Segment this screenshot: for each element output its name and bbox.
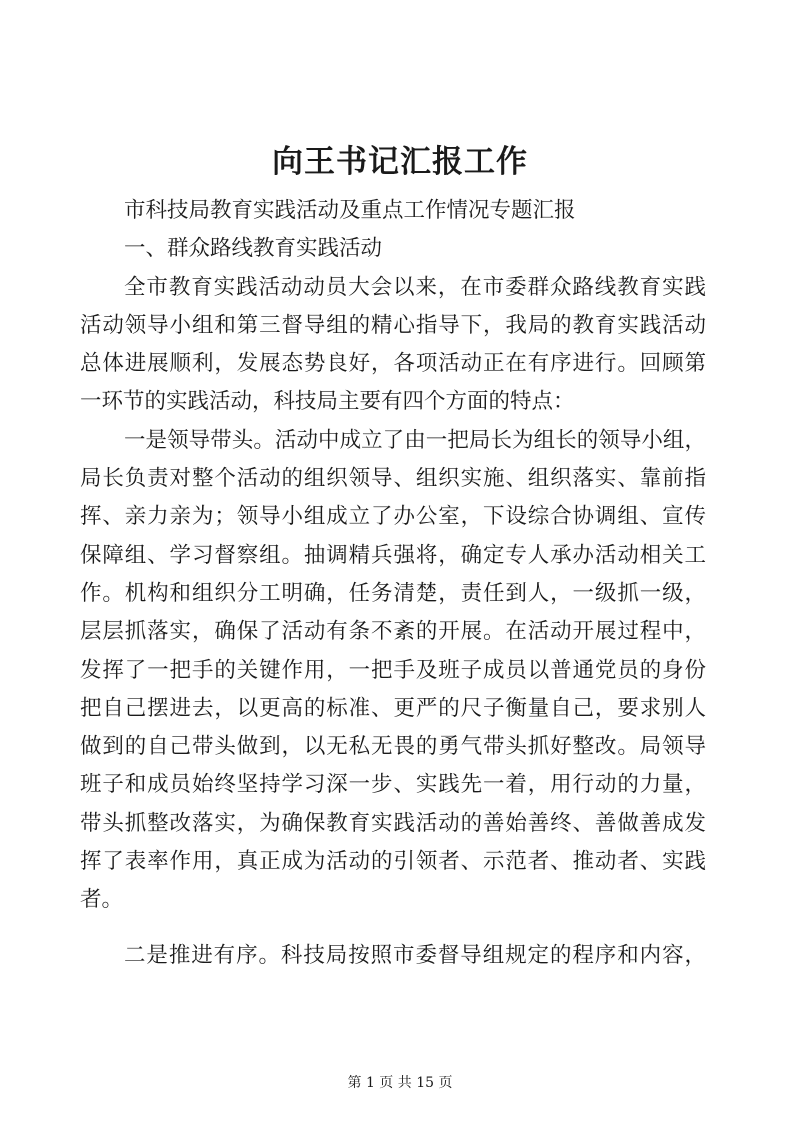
paragraph-line: 层层抓落实，确保了活动有条不紊的开展。在活动开展过程中， [80, 619, 706, 645]
paragraph-line: 班子和成员始终坚持学习深一步、实践先一着，用行动的力量， [80, 772, 706, 798]
paragraph-2 [80, 422, 706, 920]
paragraph-line: 做到的自己带头做到，以无私无畏的勇气带头抓好整改。局领导 [80, 734, 706, 760]
paragraph-line: 一环节的实践活动，科技局主要有四个方面的特点： [80, 389, 575, 415]
document-body [80, 192, 706, 975]
paragraph-line: 挥、亲力亲为；领导小组成立了办公室，下设综合协调组、宣传 [80, 504, 706, 530]
document-title: 向王书记汇报工作 [272, 144, 528, 180]
paragraph-line: 者。 [80, 887, 124, 913]
section-heading: 一、群众路线教育实践活动 [124, 236, 383, 262]
paragraph-line: 一是领导带头。活动中成立了由一把局长为组长的领导小组， [124, 427, 706, 453]
paragraph-line: 发挥了一把手的关键作用，一把手及班子成员以普通党员的身份 [80, 657, 706, 683]
paragraph-line: 全市教育实践活动动员大会以来，在市委群众路线教育实践 [124, 274, 706, 300]
paragraph-line: 作。机构和组织分工明确，任务清楚，责任到人，一级抓一级， [80, 580, 706, 606]
paragraph-line: 挥了表率作用，真正成为活动的引领者、示范者、推动者、实践 [80, 849, 706, 875]
paragraph-line: 总体进展顺利，发展态势良好，各项活动正在有序进行。回顾第 [80, 351, 706, 377]
paragraph-line: 局长负责对整个活动的组织领导、组织实施、组织落实、靠前指 [80, 466, 706, 492]
paragraph-line: 保障组、学习督察组。抽调精兵强将，确定专人承办活动相关工 [80, 542, 706, 568]
paragraph-line: 二是推进有序。科技局按照市委督导组规定的程序和内容， [124, 942, 706, 968]
subtitle: 市科技局教育实践活动及重点工作情况专题汇报 [124, 198, 576, 223]
paragraph-1 [80, 269, 706, 422]
paragraph-line: 活动领导小组和第三督导组的精心指导下，我局的教育实践活动 [80, 312, 706, 338]
paragraph-line: 带头抓整改落实，为确保教育实践活动的善始善终、善做善成发 [80, 810, 706, 836]
page-footer: 第 1 页 共 15 页 [347, 1075, 453, 1091]
paragraph-3 [80, 937, 706, 975]
paragraph-line: 把自己摆进去，以更高的标准、更严的尺子衡量自己，要求别人 [80, 695, 706, 721]
